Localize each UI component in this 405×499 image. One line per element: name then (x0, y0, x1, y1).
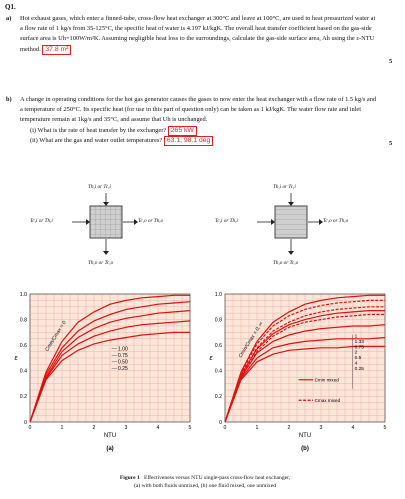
part-b (6, 95, 378, 146)
x-tick-label: 4 (351, 425, 355, 431)
legend-value: 2 (354, 350, 358, 356)
diagram-a-graphic (30, 184, 180, 270)
y-tick-label: 1.0 (214, 291, 222, 298)
legend-value: 0.25 (354, 366, 364, 372)
diagram-a-left-label: Tc,i or Th,i (30, 218, 53, 224)
y-tick-label: 0.2 (214, 394, 222, 401)
legend-value: 4 (354, 361, 358, 367)
legend-value: 1.00 (118, 346, 128, 353)
question-number: Q1. (5, 3, 16, 11)
chart-b-ylabel: ε (209, 355, 213, 362)
legend-value: 0.75 (354, 345, 364, 351)
part-b-q1-label: (i) (30, 126, 37, 134)
figure-caption-line2: (a) with both fluids unmixed, (b) one fluid mixed, one unmixed (134, 483, 276, 489)
chart-a-xlabel: NTU (103, 433, 117, 439)
legend-value: 1.33 (354, 339, 364, 345)
y-tick-label: 0.8 (19, 317, 27, 324)
y-tick-label: 0.4 (19, 368, 27, 375)
part-b-q1-text: What is the rate of heat transfer by the exchanger? (37, 126, 167, 134)
part-b-text: A change in operating conditions for the hot gas generator causes the gases to now enter the heat exchanger with a flow rate of 1.5 kg/s and a temperature of 250°C. Its specific heat (for use in this part of question only) can be taken as 1 kJ/kgK. The water flow rate and inlet temperature remain at 1kg/s and 35°C, and assume that Uh is unchanged. (20, 96, 377, 124)
part-b-q2-answer: 63.1, 98.1 deg (164, 136, 213, 146)
x-tick-label: 0 (28, 425, 32, 431)
part-a-text: Hot exhaust gases, which enter a finned-tube, cross-flow heat exchanger at 300°C and leave at 100°C, are used to heat pressurized water at a flow rate of 1 kg/s from 35-125°C, the specific heat of water is 4.197 kJ/kgK. The overall heat transfer coefficient based on the gas-side surface area is Uh=100W/m²K. Assuming negligible heat loss to the surroundings, calculate the gas-side surface area, Ah using the ε-NTU method. (20, 15, 376, 53)
chart-b-panel-label: (b) (301, 446, 309, 452)
part-b-q2-text: What are the gas and water outlet temperatures? (39, 136, 163, 144)
diagram-b-graphic (215, 184, 365, 270)
x-tick-label: 1 (60, 425, 64, 431)
effectiveness-chart-b (205, 288, 400, 460)
diagram-b-top-label: Th,i or Tc,i (273, 184, 296, 190)
chart-b-curve-annotation: Cmin/Cmax = 0, ∞ (237, 321, 265, 360)
chart-a-ylabel: ε (14, 355, 18, 362)
part-a-marks: 5 (389, 58, 393, 65)
part-a (6, 14, 378, 55)
x-tick-label: 4 (156, 425, 160, 431)
legend-value: 0.25 (118, 365, 128, 372)
chart-a-curve-annotation: Cmin/Cmax = 0 (44, 320, 68, 353)
figure-caption-label: Figure 1 (119, 475, 140, 481)
part-b-marks: 5 (389, 140, 393, 147)
x-tick-label: 5 (188, 425, 192, 431)
figure-caption (40, 474, 370, 490)
diagram-a-right-label: Tc,o or Th,o (138, 218, 164, 224)
y-tick-label: 0.2 (19, 394, 27, 401)
part-a-text-wrap (6, 14, 378, 55)
chart-a-panel-label: (a) (106, 446, 114, 452)
legend-value: 0.75 (118, 352, 128, 359)
figure-caption-text1: Effectiveness versus NTU single-pass cross-flow heat exchanger, (144, 475, 291, 481)
y-tick-label: 0.6 (19, 343, 27, 349)
part-b-question-1 (20, 126, 378, 136)
part-b-text-wrap (6, 95, 378, 146)
mixed-key-solid-label: Cmin mixed (314, 377, 339, 383)
part-b-label: b) (6, 96, 12, 103)
part-b-question-2 (20, 136, 378, 146)
mixed-key-dashed-label: Cmax mixed (314, 397, 341, 403)
y-tick-label: 0.6 (214, 343, 222, 349)
part-a-answer: 37.8 m² (42, 45, 71, 55)
y-tick-label: 0.8 (214, 317, 222, 324)
legend-value: 1 (354, 334, 358, 340)
x-tick-label: 0 (223, 425, 227, 431)
x-tick-label: 3 (319, 425, 323, 431)
x-tick-label: 5 (383, 425, 387, 431)
y-tick-label: 0 (24, 419, 27, 426)
diagram-a-top-label: Th,i or Tc,i (88, 184, 111, 190)
diagram-b-right-label: Tc,o or Th,o (323, 218, 349, 224)
effectiveness-chart-a (10, 288, 200, 460)
x-tick-label: 2 (287, 425, 291, 431)
part-a-label: a) (6, 15, 12, 22)
y-tick-label: 0 (219, 419, 222, 426)
flow-diagram-b (215, 184, 365, 270)
x-tick-label: 2 (92, 425, 96, 431)
y-tick-label: 0.4 (214, 368, 222, 375)
y-tick-label: 1.0 (19, 291, 27, 298)
part-b-q1-answer: 265 kW (168, 126, 197, 136)
diagram-b-bottom-label: Th,o or Tc,o (273, 260, 299, 266)
figure-caption-line1 (40, 474, 370, 482)
legend-value: 0.5 (354, 356, 362, 362)
flow-diagram-a (30, 184, 180, 270)
part-b-q2-label: (ii) (30, 136, 38, 144)
chart-b-xlabel: NTU (298, 433, 312, 439)
x-tick-label: 1 (255, 425, 259, 431)
x-tick-label: 3 (124, 425, 128, 431)
legend-value: 0.50 (118, 359, 128, 366)
diagram-b-left-label: Tc,i or Th,i (215, 218, 238, 224)
diagram-a-bottom-label: Th,o or Tc,o (88, 260, 114, 266)
